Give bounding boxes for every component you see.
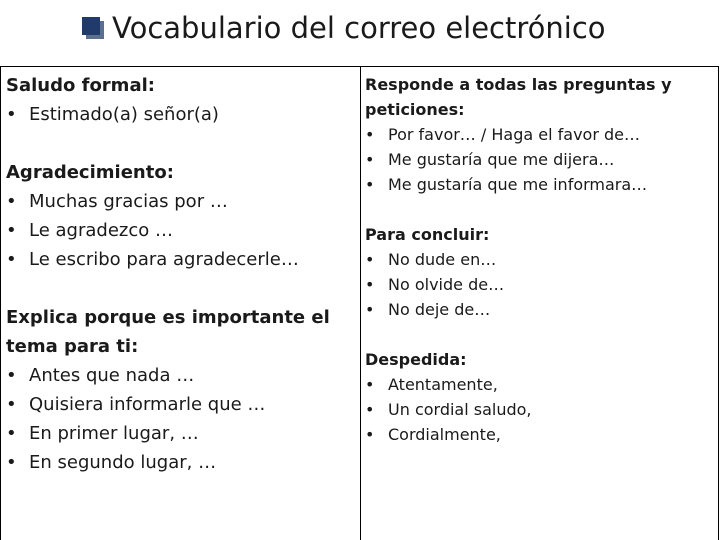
- left-column: [6, 71, 346, 477]
- list-item: • Me gustaría que me dijera…: [365, 147, 715, 172]
- phrase-list: [365, 372, 715, 447]
- bullet-icon: •: [365, 150, 375, 169]
- bullet-icon: •: [6, 365, 17, 386]
- phrase-list: [365, 247, 715, 322]
- list-item: • Quisiera informarle que …: [6, 390, 346, 419]
- list-item: • No dude en…: [365, 247, 715, 272]
- bullet-icon: •: [365, 400, 375, 419]
- bullet-icon: •: [6, 104, 17, 125]
- list-item: • Me gustaría que me informara…: [365, 172, 715, 197]
- phrase-list: [6, 187, 346, 274]
- bullet-icon: •: [365, 125, 375, 144]
- bullet-icon: •: [365, 375, 375, 394]
- list-item: • Por favor… / Haga el favor de…: [365, 122, 715, 147]
- bullet-icon: •: [6, 220, 17, 241]
- list-item: • Le escribo para agradecerle…: [6, 245, 346, 274]
- phrase-list: [6, 361, 346, 477]
- section-heading: Explica porque es importante el tema para ti:: [6, 307, 330, 357]
- bullet-icon: •: [365, 175, 375, 194]
- list-item: • Muchas gracias por …: [6, 187, 346, 216]
- phrase-list: [6, 100, 346, 129]
- list-item: • En primer lugar, …: [6, 419, 346, 448]
- bullet-icon: •: [6, 423, 17, 444]
- section-heading: Despedida:: [365, 350, 467, 369]
- section-despedida: [365, 347, 715, 447]
- section-heading: Responde a todas las preguntas y peticiones:: [365, 75, 672, 119]
- bullet-icon: •: [365, 250, 375, 269]
- right-column: [365, 72, 715, 447]
- list-item: • En segundo lugar, …: [6, 448, 346, 477]
- list-item: • Estimado(a) señor(a): [6, 100, 346, 129]
- list-item: • Atentamente,: [365, 372, 715, 397]
- list-item: • No olvide de…: [365, 272, 715, 297]
- section-agradecimiento: [6, 158, 346, 274]
- bullet-icon: •: [6, 394, 17, 415]
- section-heading: Saludo formal:: [6, 75, 155, 96]
- list-item: • No deje de…: [365, 297, 715, 322]
- bullet-icon: •: [365, 300, 375, 319]
- square-bullet-icon: [82, 17, 104, 39]
- section-para-concluir: [365, 222, 715, 322]
- page-title: Vocabulario del correo electrónico: [112, 11, 606, 45]
- column-divider: [360, 66, 361, 540]
- bullet-icon: •: [6, 249, 17, 270]
- list-item: • Le agradezco …: [6, 216, 346, 245]
- phrase-list: [365, 122, 715, 197]
- list-item: • Cordialmente,: [365, 422, 715, 447]
- section-heading: Para concluir:: [365, 225, 490, 244]
- bullet-icon: •: [365, 425, 375, 444]
- section-explica: [6, 303, 346, 477]
- list-item: • Un cordial saludo,: [365, 397, 715, 422]
- bullet-icon: •: [365, 275, 375, 294]
- title-row: [82, 6, 606, 50]
- section-responde: [365, 72, 715, 197]
- bullet-icon: •: [6, 452, 17, 473]
- bullet-icon: •: [6, 191, 17, 212]
- section-saludo-formal: [6, 71, 346, 129]
- section-heading: Agradecimiento:: [6, 162, 174, 183]
- list-item: • Antes que nada …: [6, 361, 346, 390]
